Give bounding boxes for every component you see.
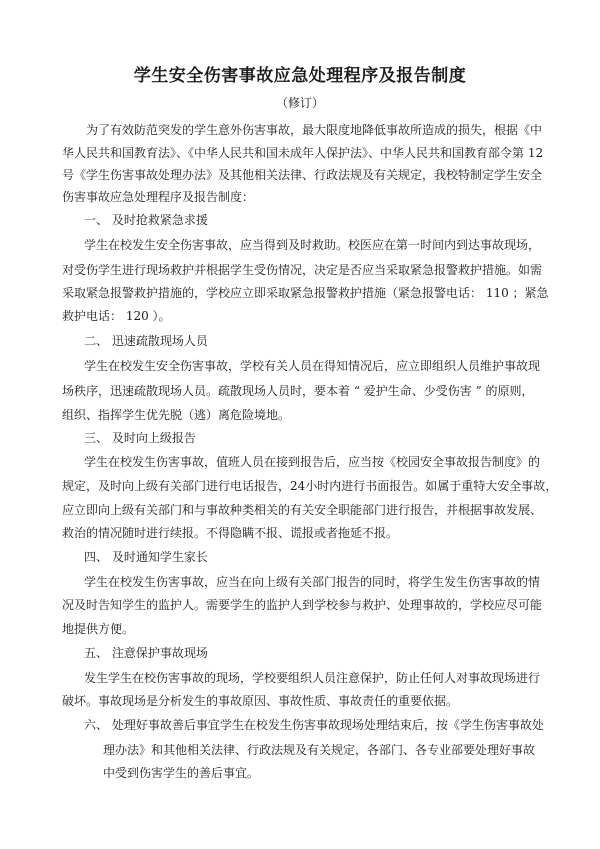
intro-line: 华人民共和国教育法》、《中华人民共和国未成年人保护法》、中华人民共和国教育部令第 12 [62,146,544,160]
section-line: 学生在校发生安全伤害事故，学校有关人员在得知情况后，应立即组织人员维护事故现 [84,359,541,373]
section-line: 地提供方便。 [62,622,135,636]
section-line: 学生在校发生伤害事故，值班人员在接到报告后，应当按《校园安全事故报告制度》的 [84,455,541,469]
section-line: 对受伤学生进行现场救护并根据学生受伤情况，决定是否应当采取紧急报警救护措施。如需 [62,263,543,277]
section-line: 破坏。事故现场是分析发生的事故原因、事故性质、事故责任的重要依据。 [62,694,459,708]
section-heading: 三、 及时向上级报告 [84,431,196,445]
section-line: 理办法》和其他相关法律、行政法规及有关规定，各部门、各专业部要处理好事故 [103,743,536,757]
section-heading: 四、 及时通知学生家长 [84,550,208,564]
section-heading: 一、 及时抢救紧急求援 [84,213,208,227]
section-heading: 五、 注意保护事故现场 [84,646,208,660]
section-line: 况及时告知学生的监护人。需要学生的监护人到学校参与救护、处理事故的，学校应尽可能 [62,598,543,612]
section-line: 中受到伤害学生的善后事宜。 [103,766,260,780]
section-line: 发生学生在校伤害事故的现场，学校要组织人员注意保护，防止任何人对事故现场进行 [84,671,541,685]
intro-line: 伤害事故应急处理程序及报告制度： [62,190,255,204]
page-subtitle: （修订） [275,96,324,110]
intro-line: 号《学生伤害事故处理办法》及其他相关法律、行政法规及有关规定，我校特制定学生安全 [62,168,543,182]
section-line: 救护电话： 120 ）。 [62,309,171,323]
section-line: 组织、指挥学生优先脱（逃）离危险境地。 [62,408,291,422]
section-line: 学生在校发生伤害事故，应当在向上级有关部门报告的同时，将学生发生伤害事故的情 [84,575,541,589]
section-heading: 二、 迅速疏散现场人员 [84,334,208,348]
page-title: 学生安全伤害事故应急处理程序及报告制度 [133,66,467,86]
intro-line: 为了有效防范突发的学生意外伤害事故，最大限度地降低事故所造成的损失，根据《中 [86,123,543,137]
section-line: 学生在校发生安全伤害事故，应当得到及时救助。校医应在第一时间内到达事故现场， [84,238,541,252]
section-line: 采取紧急报警救护措施的，学校应立即采取紧急报警救护措施（紧急报警电话： 110 ；紧急 [62,286,549,300]
section-line: 规定，及时向上级有关部门进行电话报告，24小时内进行书面报告。如属于重特大安全事故， [62,479,558,493]
section-heading: 六、 处理好事故善后事宜学生在校发生伤害事故现场处理结束后，按《学生伤害事故处 [84,718,544,732]
section-line: 应立即向上级有关部门和与事故种类相关的有关安全职能部门进行报告，并根据事故发展、 [62,503,543,517]
section-line: 场秩序，迅速疏散现场人员。疏散现场人员时，要本着 “ 爱护生命、少受伤害 ” 的原则， [62,384,534,398]
section-line: 救治的情况随时进行续报。不得隐瞒不报、谎报或者拖延不报。 [62,526,399,540]
